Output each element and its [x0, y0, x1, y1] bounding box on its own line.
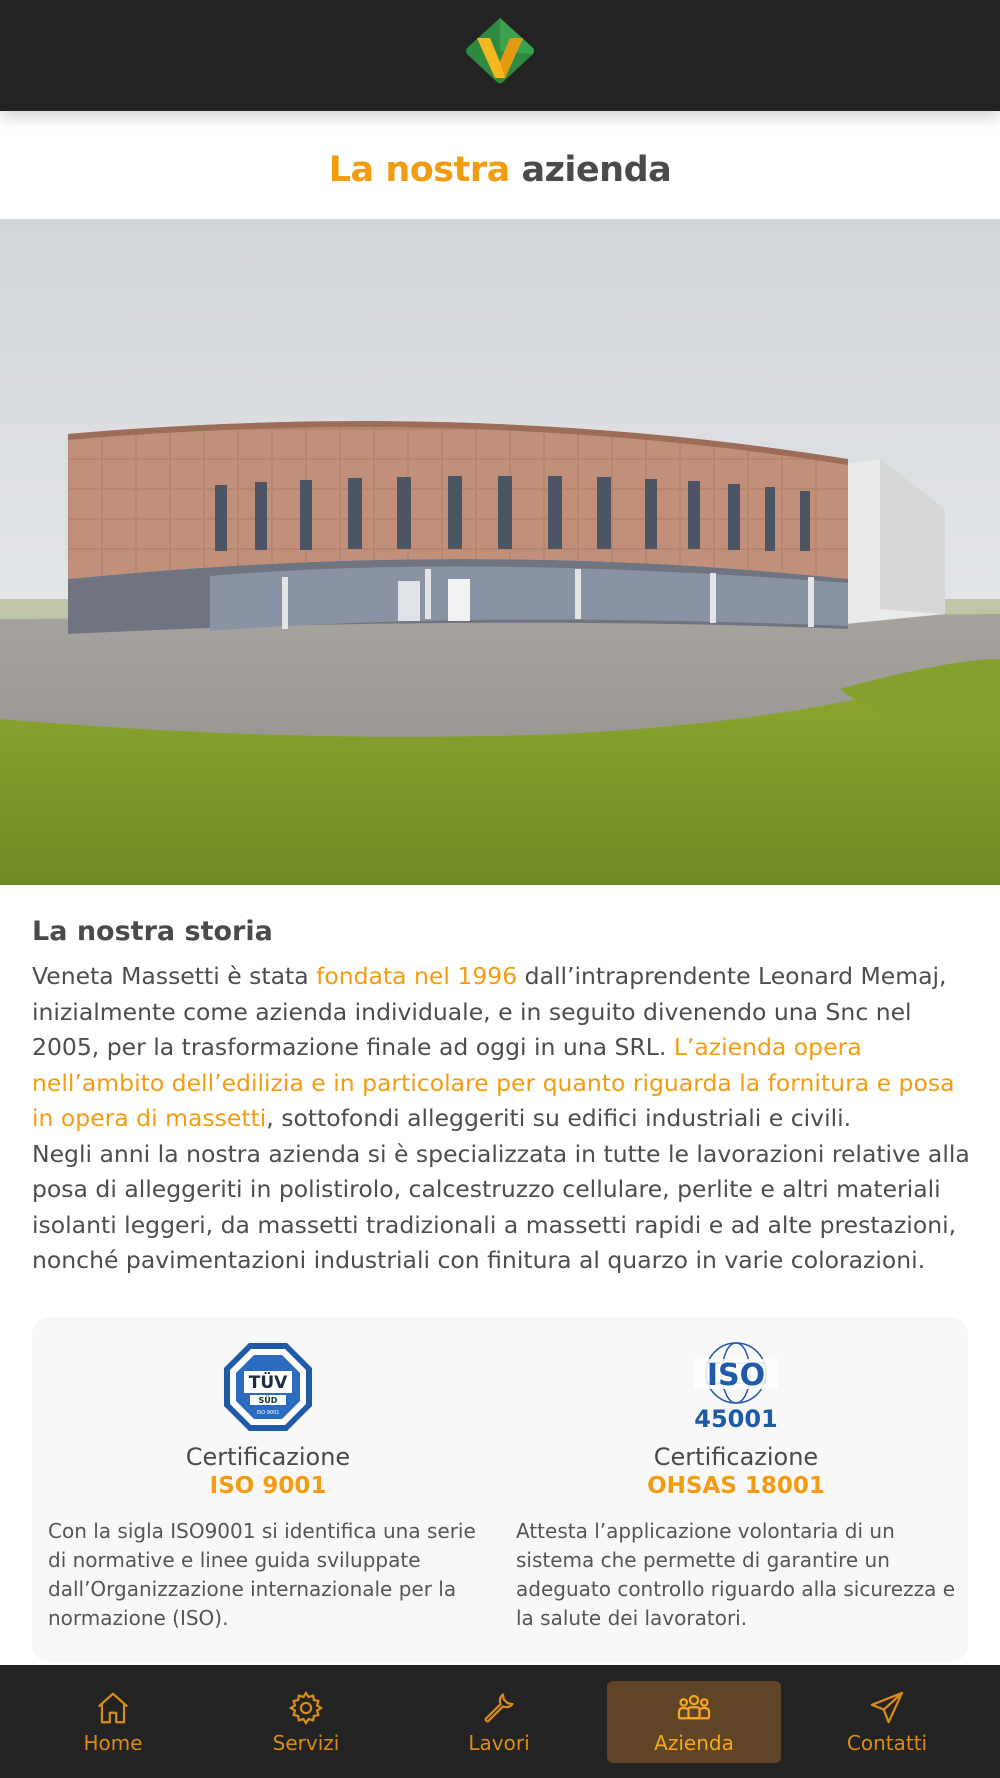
svg-text:ISO: ISO: [706, 1358, 766, 1393]
nav-label: Home: [83, 1731, 143, 1755]
svg-text:45001: 45001: [694, 1405, 778, 1433]
story-heading: La nostra storia: [32, 916, 273, 947]
nav-label: Contatti: [846, 1731, 928, 1755]
certification-description: Attesta l’applicazione volontaria di un sistema che permette di garantire un adeguato controllo riguardo alla sicurezza e la salute dei lavoratori.: [516, 1519, 955, 1630]
story-text: Veneta Massetti è stata: [32, 962, 317, 990]
home-icon: [94, 1689, 132, 1727]
story-text: , sottofondi alleggeriti su edifici industriali e civili.: [266, 1104, 852, 1132]
svg-text:ISO 9001: ISO 9001: [256, 1410, 280, 1416]
nav-item-servizi[interactable]: [219, 1681, 393, 1763]
svg-text:SÜD: SÜD: [258, 1396, 278, 1405]
paper-plane-icon: [868, 1689, 906, 1727]
certification-code: ISO 9001: [209, 1473, 327, 1499]
story-text: dall’intraprendente Leonard Memaj, inizialmente come azienda individuale, e in seguito divenendo una Snc nel 2005, per la trasformazione finale ad oggi in una SRL.: [32, 962, 947, 1061]
story-highlight-activity: L’azienda opera nell’ambito dell’edilizia e in particolare per quanto riguarda la fornitura e posa in opera di massetti: [32, 1033, 955, 1132]
nav-label: Servizi: [272, 1731, 340, 1755]
story-highlight-founded: fondata nel 1996: [316, 962, 518, 990]
nav-label: Azienda: [654, 1731, 734, 1755]
certification-label: Certificazione: [185, 1443, 351, 1471]
nav-item-contatti[interactable]: [800, 1681, 974, 1763]
svg-text:TÜV: TÜV: [248, 1373, 288, 1393]
nav-label: Lavori: [468, 1731, 530, 1755]
iso-45001-logo-icon: [690, 1341, 782, 1433]
certification-iso9001: [48, 1341, 488, 1633]
story-paragraph-1: [32, 959, 972, 1137]
page-title-accent: La nostra: [328, 150, 510, 190]
certification-description: Con la sigla ISO9001 si identifica una serie di normative e linee guida sviluppate dall’Organizzazione internazionale per la normazione (ISO).: [48, 1519, 476, 1630]
building-photo: [0, 219, 1000, 885]
page-title: [0, 150, 1000, 190]
certification-code: OHSAS 18001: [647, 1473, 825, 1499]
nav-item-azienda[interactable]: [607, 1681, 781, 1763]
top-bar: [0, 0, 1000, 111]
story-paragraph-2: Negli anni la nostra azienda si è specializzata in tutte le lavorazioni relative alla posa di alleggeriti in polistirolo, calcestruzzo cellulare, perlite e altri materiali isolanti leggeri, da massetti tradizionali a massetti rapidi e ad alte prestazioni, nonché pavimentazioni industriali con finitura al quarzo in varie colorazioni.: [32, 1139, 970, 1274]
nav-item-home[interactable]: [26, 1681, 200, 1763]
wrench-icon: [480, 1689, 518, 1727]
certifications-panel: [32, 1317, 968, 1662]
bottom-navigation: [0, 1665, 1000, 1778]
nav-item-lavori[interactable]: [412, 1681, 586, 1763]
veneta-v-logo[interactable]: [463, 16, 537, 86]
story-section: [32, 916, 972, 1279]
certification-label: Certificazione: [653, 1443, 819, 1471]
certification-ohsas18001: [516, 1341, 956, 1633]
tuv-sud-logo-icon: [222, 1341, 314, 1433]
gear-icon: [287, 1689, 325, 1727]
page-title-rest: azienda: [521, 150, 672, 190]
team-icon: [675, 1689, 713, 1727]
